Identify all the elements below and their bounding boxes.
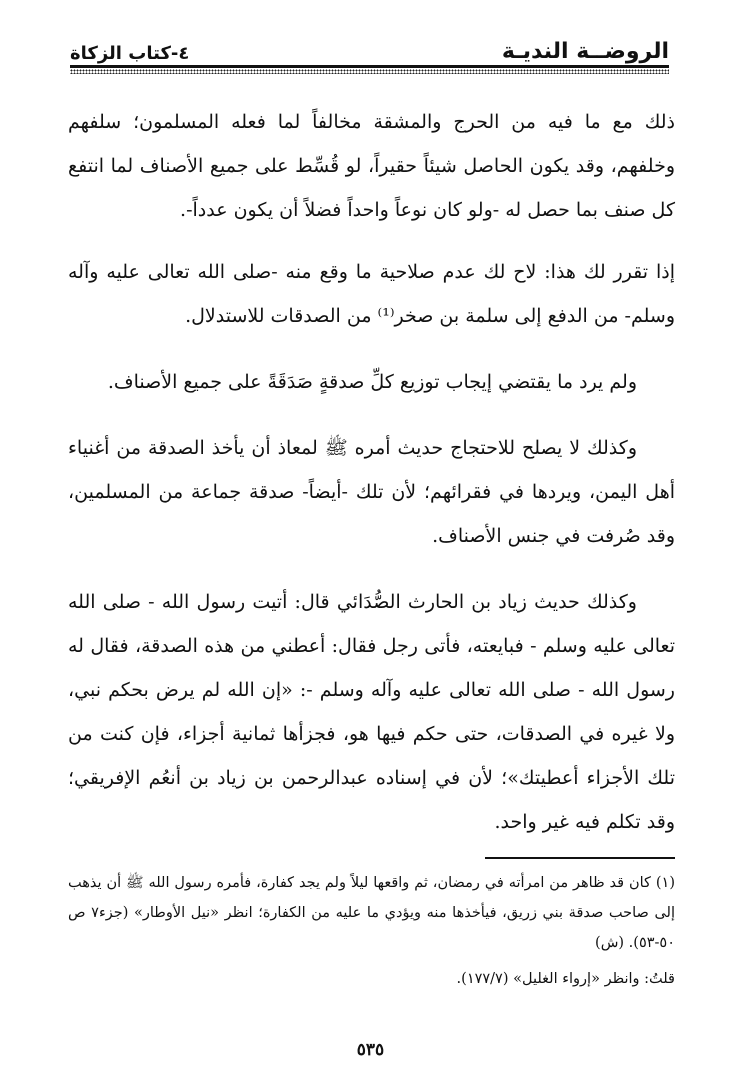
footnote-separator [485,857,675,859]
paragraph: إذا تقرر لك هذا: لاح لك عدم صلاحية ما وقع منه -صلى الله تعالى عليه وآله وسلم- من الدفع إلى سلمة بن صخر⁽¹⁾ من الصدقات للاستدلال. [68,261,675,327]
paragraph: وكذلك لا يصلح للاحتجاج حديث أمره ﷺ لمعاذ أن يأخذ الصدقة من أغنياء أهل اليمن، ويردها في فقرائهم؛ لأن تلك -أيضاً- صدقة جماعة من المسلمين، وقد صُرفت في جنس الأصناف. [68,437,675,547]
footnote-note: قلتُ: وانظر «إرواء الغليل» (١٧٧/٧). [456,971,675,987]
running-header [70,34,669,64]
book-title: الروضــة النديـة [501,39,669,64]
paragraph: ذلك مع ما فيه من الحرج والمشقة مخالفاً لما فعله المسلمون؛ سلفهم وخلفهم، وقد يكون الحاصل شيئاً حقيراً، لو قُسِّط على جميع الأصناف لما انتفع كل صنف بما حصل له -ولو كان نوعاً واحداً فضلاً أن يكون عدداً-. [68,111,675,221]
header-rule [70,65,669,68]
footnotes [68,868,675,994]
footnote-text: (١) كان قد ظاهر من امرأته في رمضان، ثم واقعها ليلاً ولم يجد كفارة، فأمره رسول الله ﷺ أن يذهب إلى صاحب صدقة بني زريق، فيأخذها منه ويؤدي ما عليه من الكفارة؛ انظر «نيل الأوطار» (جزء٧ ص ٥٠-٥٣). (ش) [68,875,675,951]
page-number: ٥٣٥ [356,1040,385,1060]
main-text [68,100,675,866]
chapter-title: ٤-كتاب الزكاة [70,43,190,64]
paragraph: وكذلك حديث زياد بن الحارث الصُّدَائي قال: أتيت رسول الله - صلى الله تعالى عليه وسلم - فبايعته، فأتى رجل فقال: أعطني من هذه الصدقة، فقال له رسول الله - صلى الله تعالى عليه وآله وسلم -: «إن الله لم يرض بحكم نبي، ولا غيره في الصدقات، حتى حكم فيها هو، فجزأها ثمانية أجزاء، فإن كنت من تلك الأجزاء أعطيتك»؛ لأن في إسناده عبدالرحمن بن زياد بن أنعُم الإفريقي؛ وقد تكلم فيه غير واحد. [68,591,675,833]
header-dotted-rule [70,69,669,74]
paragraph: ولم يرد ما يقتضي إيجاب توزيع كلِّ صدقةٍ صَدَقَةً على جميع الأصناف. [107,371,637,393]
